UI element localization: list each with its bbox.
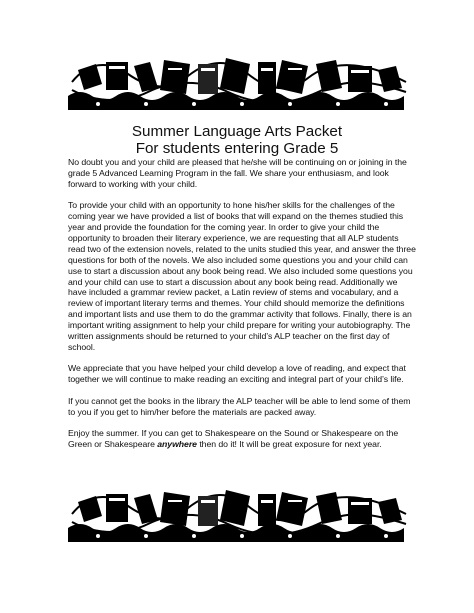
paragraph-appreciation: We appreciate that you have helped your child develop a love of reading, and expect that together we will continue to make reading an exciting and integral part of your child’s life. — [68, 363, 406, 385]
paragraph-library: If you cannot get the books in the library the ALP teacher will be able to lend some of them to you if you get to him/her before the materials are packed away. — [68, 395, 411, 417]
books-banner-bottom — [68, 484, 410, 544]
title-line-1: Summer Language Arts Packet — [131, 123, 343, 140]
paragraph-summer — [68, 428, 418, 450]
letter-body — [68, 157, 418, 460]
title-line-2: For students entering Grade 5 — [135, 140, 339, 157]
paragraph-assignments: To provide your child with an opportunity to hone his/her skills for the challenges of the coming year we have provided a list of books that will expand on the themes studied this year and provide the foundation for the coming year. In order to give your child the opportunity to broaden their literary experience, we are requesting that all ALP students read two of the extension novels, related to the units studied this year, and answer the three questions for both of the novels. We also included some questions you and your child can use to start a discussion about any book being read. We also included some questions you and your child can use to start a discussion about any book being read. Additionally we have included a grammar review packet, a Latin review of stems and vocabulary, and a review of important literary terms and themes. Your child should memorize the definitions and important lists and use them to do the grammar activity that follows. Finally, there is an important writing assignment to help your child prepare for writing your autobiography. The written assignments should be returned to your child’s ALP teacher on the first day of school. — [68, 200, 416, 352]
summer-text-end: then do it! It will be great exposure for next year. — [196, 438, 382, 449]
books-banner-top — [68, 52, 410, 112]
books-banner-icon — [68, 52, 410, 112]
emphasis-anywhere: anywhere — [157, 438, 197, 449]
summer-text-start: Enjoy the summer. If you can get to Shakespeare on the Sound or Shakespeare on the Green or Shakespeare — [68, 428, 399, 449]
books-banner-icon — [68, 484, 410, 544]
page-title — [0, 123, 474, 157]
paragraph-intro: No doubt you and your child are pleased that he/she will be continuing on or joining in the grade 5 Advanced Learning Program in the fall. We share your enthusiasm, and look forward to working with your child. — [68, 157, 407, 189]
